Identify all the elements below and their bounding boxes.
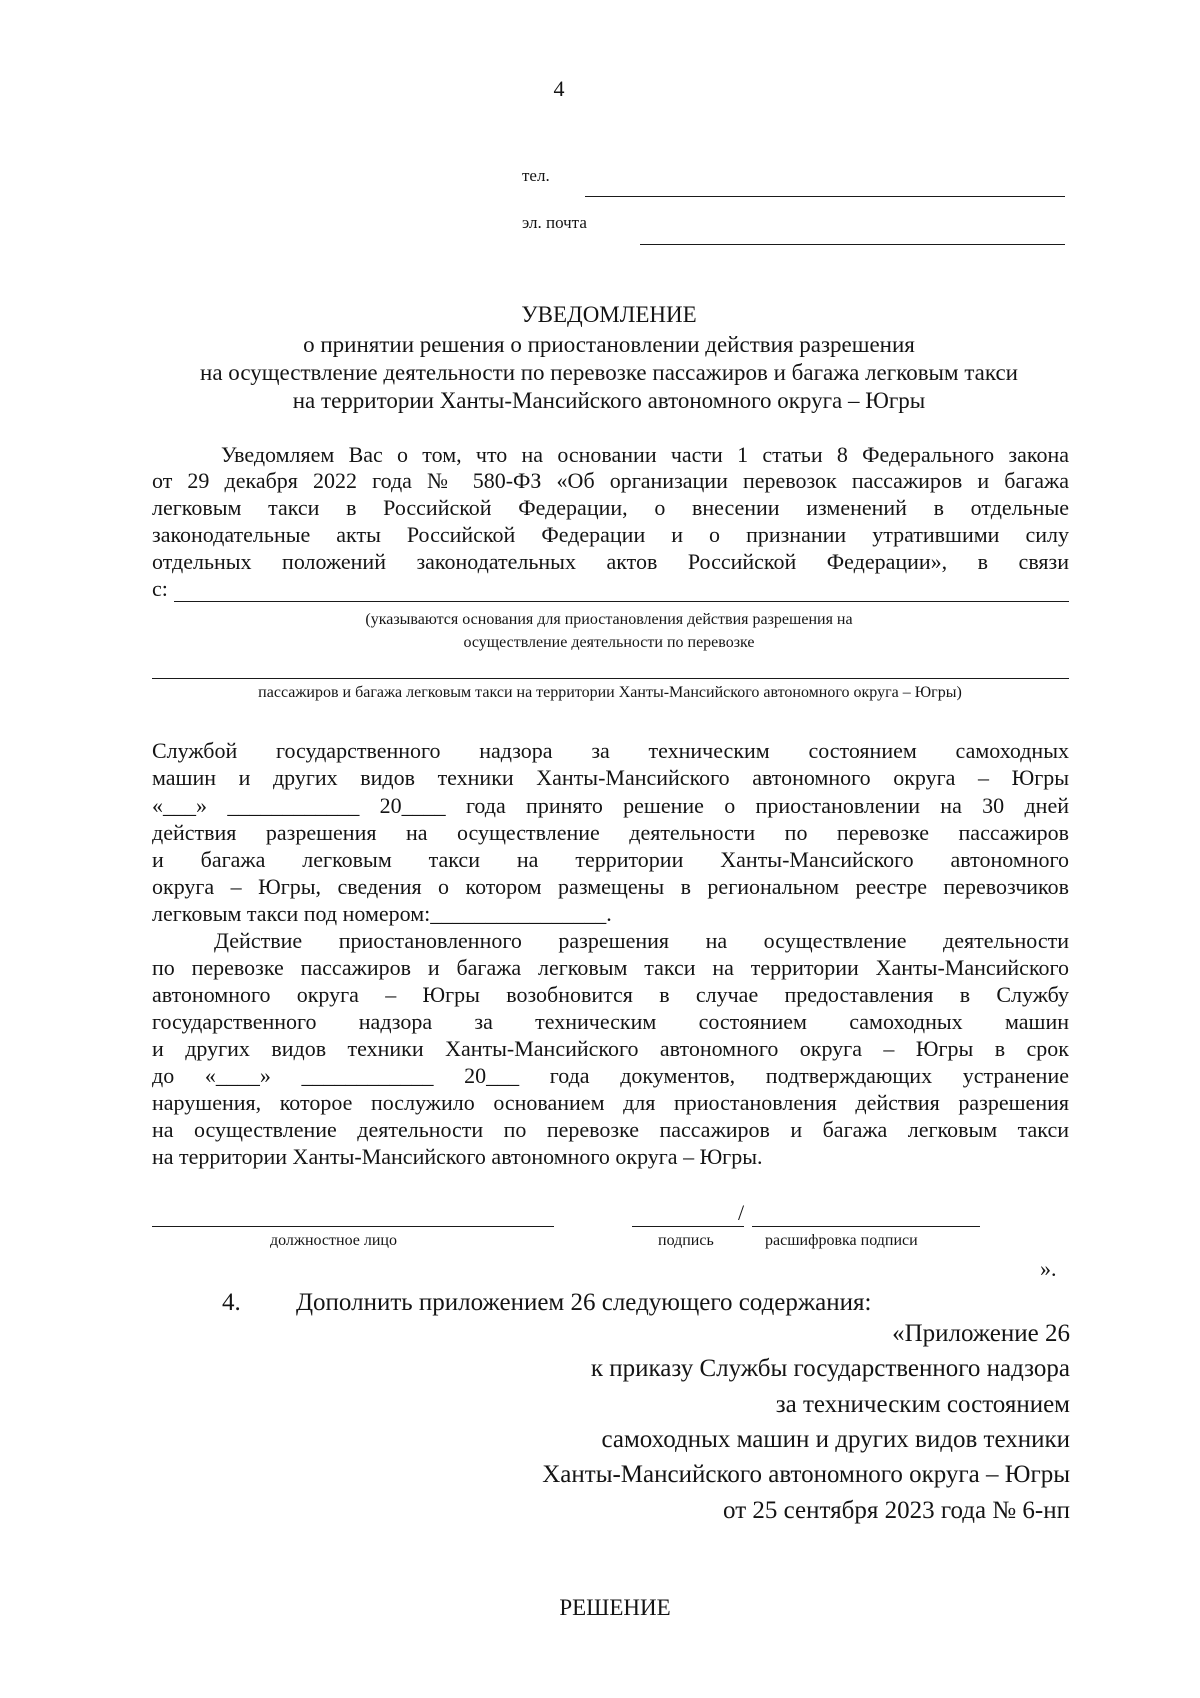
paragraph-line: по перевозке пассажиров и багажа легковым такси на территории Ханты-Мансийского: [152, 955, 1069, 980]
paragraph-line: нарушения, которое послужило основанием для приостановления действия разрешения: [152, 1090, 1069, 1115]
paragraph-line: государственного надзора за техническим состоянием самоходных машин: [152, 1009, 1069, 1034]
official-caption: должностное лицо: [270, 1232, 397, 1249]
note-caption-line: пассажиров и багажа легковым такси на территории Ханты-Мансийского автономного округа – Югры): [258, 684, 962, 701]
paragraph-line: Службой государственного надзора за техническим состоянием самоходных: [152, 738, 1069, 763]
notice-subtitle-line: на осуществление деятельности по перевозке пассажиров и багажа легковым такси: [200, 360, 1018, 385]
phone-line: [585, 196, 1065, 197]
decoding-line: [752, 1226, 980, 1227]
paragraph-line: и других видов техники Ханты-Мансийского автономного округа – Югры в срок: [152, 1036, 1069, 1061]
paragraph-line: Уведомляем Вас о том, что на основании части 1 статьи 8 Федерального закона: [221, 442, 1069, 467]
paragraph-line: «___» ____________ 20____ года принято решение о приостановлении на 30 дней: [152, 793, 1069, 818]
signature-line: [632, 1226, 744, 1227]
notice-subtitle-line: на территории Ханты-Мансийского автономного округа – Югры: [292, 388, 926, 413]
email-line: [640, 244, 1065, 245]
email-label: эл. почта: [522, 213, 587, 232]
appendix-line: самоходных машин и других видов техники: [601, 1426, 1070, 1453]
note-caption-line: осуществление деятельности по перевозке: [463, 634, 755, 651]
notice-title: УВЕДОМЛЕНИЕ: [521, 302, 697, 327]
reason-blank-line: [174, 601, 1069, 602]
appendix-line: «Приложение 26: [892, 1320, 1070, 1347]
reason-blank-line-2: [152, 678, 1069, 679]
closing-quote: ».: [1040, 1256, 1057, 1281]
signature-caption: подпись: [658, 1232, 714, 1249]
paragraph-line: действия разрешения на осуществление деятельности по перевозке пассажиров: [152, 820, 1069, 845]
paragraph-line: до «____» ____________ 20___ года документов, подтверждающих устранение: [152, 1063, 1069, 1088]
note-caption-line: (указываются основания для приостановления действия разрешения на: [365, 611, 853, 628]
decision-title: РЕШЕНИЕ: [559, 1595, 671, 1620]
appendix-line: от 25 сентября 2023 года № 6-нп: [723, 1497, 1070, 1524]
notice-subtitle-line: о принятии решения о приостановлении действия разрешения: [303, 332, 915, 357]
paragraph-line: легковым такси под номером:________________.: [152, 901, 612, 926]
paragraph-line: округа – Югры, сведения о котором размещены в региональном реестре перевозчиков: [152, 874, 1069, 899]
paragraph-line: Действие приостановленного разрешения на осуществление деятельности: [214, 928, 1069, 953]
official-line: [152, 1226, 554, 1227]
paragraph-line: от 29 декабря 2022 года № 580-ФЗ «Об организации перевозок пассажиров и багажа: [152, 468, 1069, 493]
paragraph-line: с:: [152, 576, 168, 601]
appendix-line: за техническим состоянием: [775, 1391, 1070, 1418]
page-number: 4: [553, 76, 565, 101]
phone-label: тел.: [522, 166, 550, 185]
decoding-caption: расшифровка подписи: [765, 1232, 918, 1249]
paragraph-line: машин и других видов техники Ханты-Мансийского автономного округа – Югры: [152, 765, 1069, 790]
signature-slash: /: [738, 1200, 745, 1225]
appendix-line: к приказу Службы государственного надзора: [590, 1355, 1070, 1382]
appendix-line: Ханты-Мансийского автономного округа – Югры: [542, 1461, 1070, 1488]
item-text: Дополнить приложением 26 следующего содержания:: [296, 1289, 872, 1316]
paragraph-line: автономного округа – Югры возобновится в случае предоставления в Службу: [152, 982, 1069, 1007]
item-number: 4.: [222, 1289, 241, 1316]
paragraph-line: отдельных положений законодательных актов Российской Федерации», в связи: [152, 549, 1069, 574]
paragraph-line: на осуществление деятельности по перевозке пассажиров и багажа легковым такси: [152, 1117, 1069, 1142]
paragraph-line: на территории Ханты-Мансийского автономного округа – Югры.: [152, 1144, 763, 1169]
paragraph-line: легковым такси в Российской Федерации, о внесении изменений в отдельные: [152, 495, 1069, 520]
paragraph-line: законодательные акты Российской Федерации и о признании утратившими силу: [152, 522, 1069, 547]
paragraph-line: и багажа легковым такси на территории Ханты-Мансийского автономного: [152, 847, 1069, 872]
